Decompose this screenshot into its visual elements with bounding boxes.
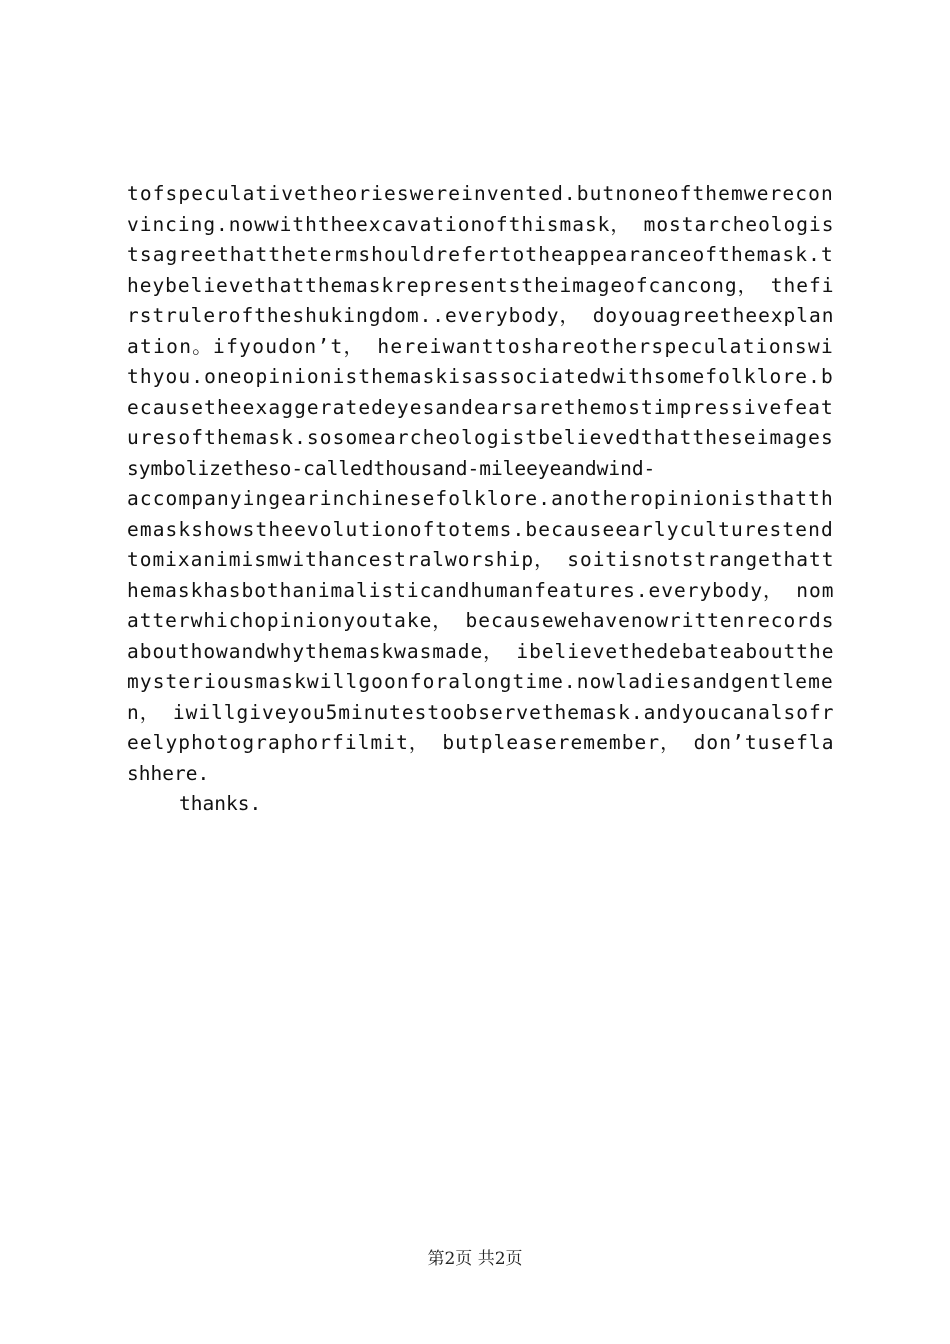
text-line: hemaskhasbothanimalisticandhumanfeatures.everybody， nom — [127, 578, 835, 602]
page-number-footer: 第2页 共2页 — [427, 1249, 523, 1269]
text-line: ecausetheexaggeratedeyesandearsarethemostimpressivefeat — [127, 395, 834, 419]
text-line: accompanyingearinchinesefolklore.anotheropinionisthatth — [127, 487, 834, 510]
text-line: n， iwillgiveyou5minutestoobservethemask.andyoucanalsofr — [127, 700, 835, 724]
text-line: symbolizetheso-calledthousand-mileeyeandwind- — [127, 456, 656, 480]
body-text — [127, 179, 833, 820]
text-line: ation。ifyoudon’t， hereiwanttoshareotherspeculationswi — [127, 334, 835, 358]
text-line: heybelievethatthemaskrepresentstheimageofcancong， thefi — [127, 273, 835, 297]
text-line: emaskshowstheevolutionoftotems.becauseearlyculturestend — [127, 517, 834, 541]
text-line: tofspeculativetheorieswereinvented.butnoneofthemwerecon — [127, 182, 834, 205]
text-line: shhere. — [127, 761, 210, 785]
text-line: abouthowandwhythemaskwasmade， ibelievethedebateaboutthe — [127, 639, 835, 663]
text-line: tomixanimismwithancestralworship， soitisnotstrangethatt — [127, 548, 835, 571]
text-line: eelyphotographorfilmit， butpleaseremember， don’tusefla — [127, 731, 835, 754]
text-line: mysteriousmaskwillgoonforalongtime.nowladiesandgentleme — [127, 670, 834, 693]
text-line: rstruleroftheshukingdom..everybody， doyouagreetheexplan — [127, 304, 835, 327]
text-line: thyou.oneopinionisthemaskisassociatedwithsomefolklore.b — [127, 365, 834, 388]
text-line: tsagreethatthetermshouldrefertotheappearanceofthemask.t — [127, 243, 834, 266]
closing-line: thanks. — [179, 792, 262, 815]
text-line: uresofthemask.sosomearcheologistbelievedthattheseimages — [127, 426, 834, 449]
text-line: atterwhichopinionyoutake， becausewehavenowrittenrecords — [127, 609, 835, 632]
text-line: vincing.nowwiththeexcavationofthismask， mostarcheologis — [127, 212, 835, 236]
